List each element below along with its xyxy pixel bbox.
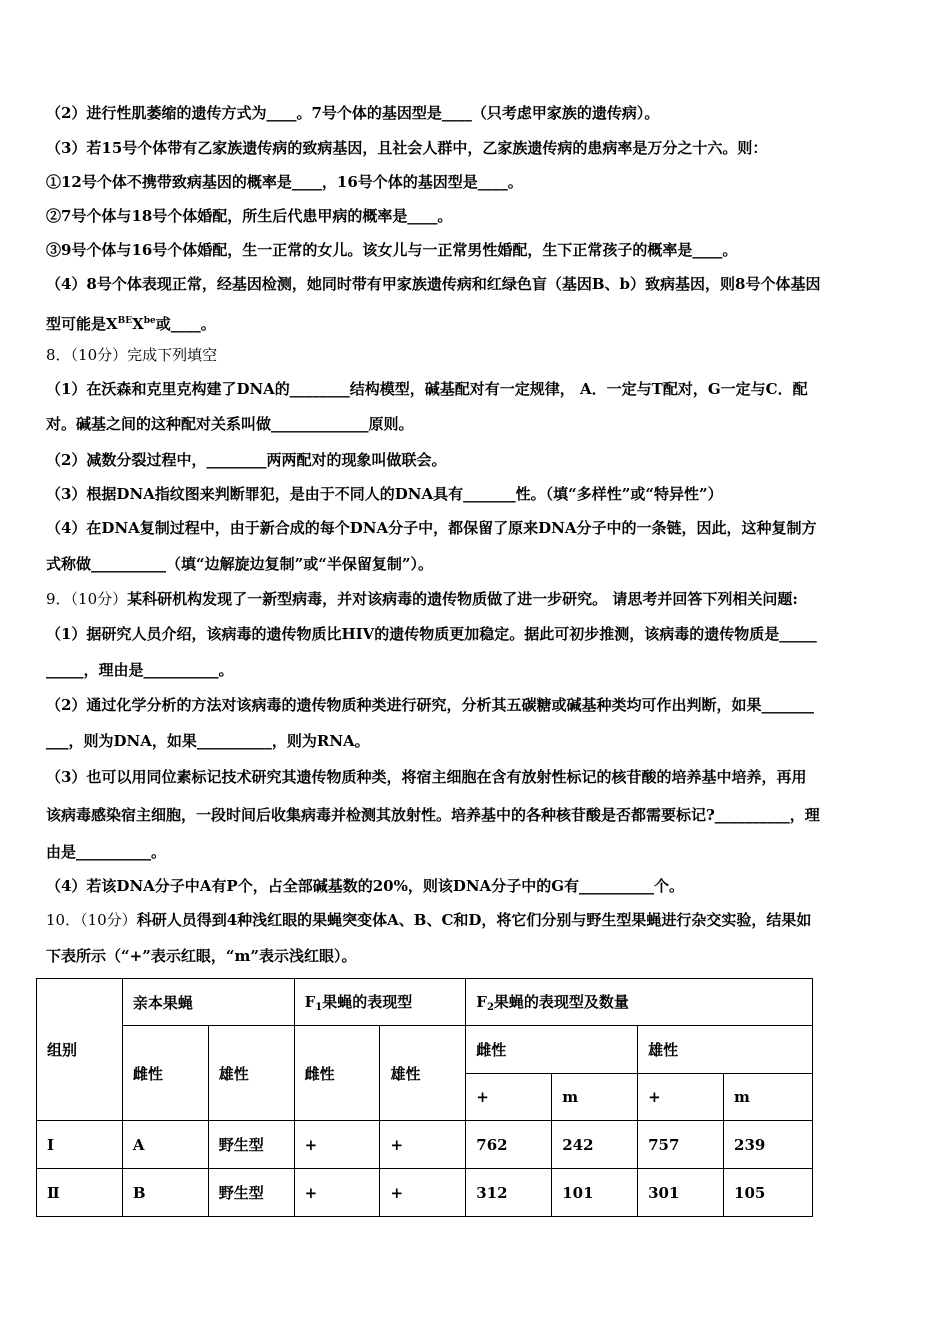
cell-f2-female-plus: 762 (466, 1121, 552, 1169)
f2-sub: 2 (486, 1002, 494, 1013)
q8-heading: 8．（10分）完成下列填空 (46, 346, 218, 364)
cell-f1-female: + (294, 1169, 380, 1217)
cell-f1-female: + (294, 1121, 380, 1169)
cell-f2-male-m: 105 (724, 1169, 813, 1217)
header-f2-female-plus: + (466, 1074, 552, 1121)
header-parent-female: 雌性 (122, 1026, 208, 1121)
table-row (37, 1169, 813, 1217)
genotype-sup-2: be (143, 316, 156, 326)
table-row (37, 1121, 813, 1169)
q7-part2: （2）进行性肌萎缩的遗传方式为____。7号个体的基因型是____（只考虑甲家族的遗传病）。 (46, 104, 660, 122)
q7-part3-sub3: ③9号个体与16号个体婚配，生一正常的女儿。该女儿与一正常男性婚配，生下正常孩子的概率是____。 (46, 241, 738, 259)
f2-prefix: F (476, 993, 487, 1011)
genotype-sup-1: BE (117, 316, 133, 326)
cell-parent-female: A (122, 1121, 208, 1169)
q9-part3-line1: （3）也可以用同位素标记技术研究其遗传物质种类，将宿主细胞在含有放射性标记的核苷酸的培养基中培养，再用 (46, 768, 807, 786)
q9-part3-line2: 该病毒感染宿主细胞，一段时间后收集病毒并检测其放射性。培养基中的各种核苷酸是否都需要标记?__________，理 (46, 806, 820, 824)
genotype-prefix: 型可能是X (46, 315, 118, 333)
q8-part4-line2: 式称做__________（填“边解旋边复制”或“半保留复制”）。 (46, 555, 434, 573)
header-f2-male-m: m (724, 1074, 813, 1121)
q8-part1-line2: 对。碱基之间的这种配对关系叫做_____________原则。 (46, 415, 414, 433)
cross-results-table (36, 978, 813, 1217)
f1-suffix: 果蝇的表现型 (322, 993, 413, 1011)
header-parents: 亲本果蝇 (122, 979, 294, 1026)
q8-part3: （3）根据DNA指纹图来判断罪犯，是由于不同人的DNA具有_______性。（填“多样性”或“特异性”） (46, 485, 723, 503)
cell-parent-female: B (122, 1169, 208, 1217)
cell-f2-female-m: 242 (552, 1121, 638, 1169)
header-f1-male: 雄性 (380, 1026, 466, 1121)
cell-f1-male: + (380, 1121, 466, 1169)
cell-f2-male-plus: 757 (638, 1121, 724, 1169)
f1-prefix: F (304, 993, 316, 1011)
cell-group: Ⅱ (37, 1169, 123, 1217)
q7-part4-line1: （4）8号个体表现正常，经基因检测，她同时带有甲家族遗传病和红绿色盲（基因B、b）致病基因，则8号个体基因 (46, 275, 821, 293)
q8-part2: （2）减数分裂过程中，________两两配对的现象叫做联会。 (46, 451, 447, 469)
cell-f2-male-m: 239 (724, 1121, 813, 1169)
cell-f2-female-plus: 312 (466, 1169, 552, 1217)
header-parent-male: 雄性 (208, 1026, 294, 1121)
header-f1 (294, 979, 466, 1026)
q9-number: 9．（10分） (46, 590, 128, 608)
header-f1-female: 雌性 (294, 1026, 380, 1121)
q10-heading (46, 910, 908, 930)
header-group: 组别 (37, 979, 123, 1121)
q10-stem: 科研人员得到4种浅红眼的果蝇突变体A、B、C和D，将它们分别与野生型果蝇进行杂交实验，结果如 (136, 911, 812, 929)
cell-f1-male: + (380, 1169, 466, 1217)
genotype-mid: X (132, 315, 144, 333)
header-f2-female-m: m (552, 1074, 638, 1121)
cell-group: Ⅰ (37, 1121, 123, 1169)
cell-parent-male: 野生型 (208, 1121, 294, 1169)
q7-part3: （3）若15号个体带有乙家族遗传病的致病基因，且社会人群中，乙家族遗传病的患病率是万分之十六。则： (46, 139, 768, 157)
q9-part3-line3: 由是__________。 (46, 843, 167, 861)
q9-stem: 某科研机构发现了一新型病毒，并对该病毒的遗传物质做了进一步研究。 请思考并回答下列相关问题: (127, 590, 798, 608)
table-header-row-1 (37, 979, 813, 1026)
q10-stem-line2: 下表所示（“+”表示红眼，“m”表示浅红眼）。 (46, 947, 357, 965)
cell-f2-female-m: 101 (552, 1169, 638, 1217)
f2-suffix: 果蝇的表现型及数量 (493, 993, 629, 1011)
table-header-row-2 (37, 1026, 813, 1074)
cell-parent-male: 野生型 (208, 1169, 294, 1217)
q9-part2-line1: （2）通过化学分析的方法对该病毒的遗传物质种类进行研究，分析其五碳糖或碱基种类均可作出判断，如果_______ (46, 696, 814, 714)
q7-part3-sub1: ①12号个体不携带致病基因的概率是____，16号个体的基因型是____。 (46, 173, 523, 191)
header-f2 (466, 979, 813, 1026)
q9-part1-line1: （1）据研究人员介绍，该病毒的遗传物质比HIV的遗传物质更加稳定。据此可初步推测，该病毒的遗传物质是_____ (46, 625, 817, 643)
header-f2-male-plus: + (638, 1074, 724, 1121)
genotype-suffix: 或____。 (155, 315, 216, 333)
q9-heading (46, 589, 908, 609)
header-f2-female: 雌性 (466, 1026, 638, 1074)
q7-part3-sub2: ②7号个体与18号个体婚配，所生后代患甲病的概率是____。 (46, 207, 453, 225)
header-f2-male: 雄性 (638, 1026, 813, 1074)
q8-part4-line1: （4）在DNA复制过程中，由于新合成的每个DNA分子中，都保留了原来DNA分子中的一条链，因此，这种复制方 (46, 519, 817, 537)
q9-part2-line2: ___，则为DNA，如果__________，则为RNA。 (46, 732, 370, 750)
q8-part1-line1: （1）在沃森和克里克构建了DNA的________结构模型，碱基配对有一定规律， A．一定与T配对，G一定与C．配 (46, 380, 808, 398)
q9-part4: （4）若该DNA分子中A有P个，占全部碱基数的20%，则该DNA分子中的G有__________个。 (46, 877, 685, 895)
q9-part1-line2: _____，理由是__________。 (46, 661, 234, 679)
f1-sub: 1 (315, 1002, 323, 1013)
q10-number: 10．（10分） (46, 911, 137, 929)
cell-f2-male-plus: 301 (638, 1169, 724, 1217)
q7-part4-line2 (46, 311, 908, 334)
